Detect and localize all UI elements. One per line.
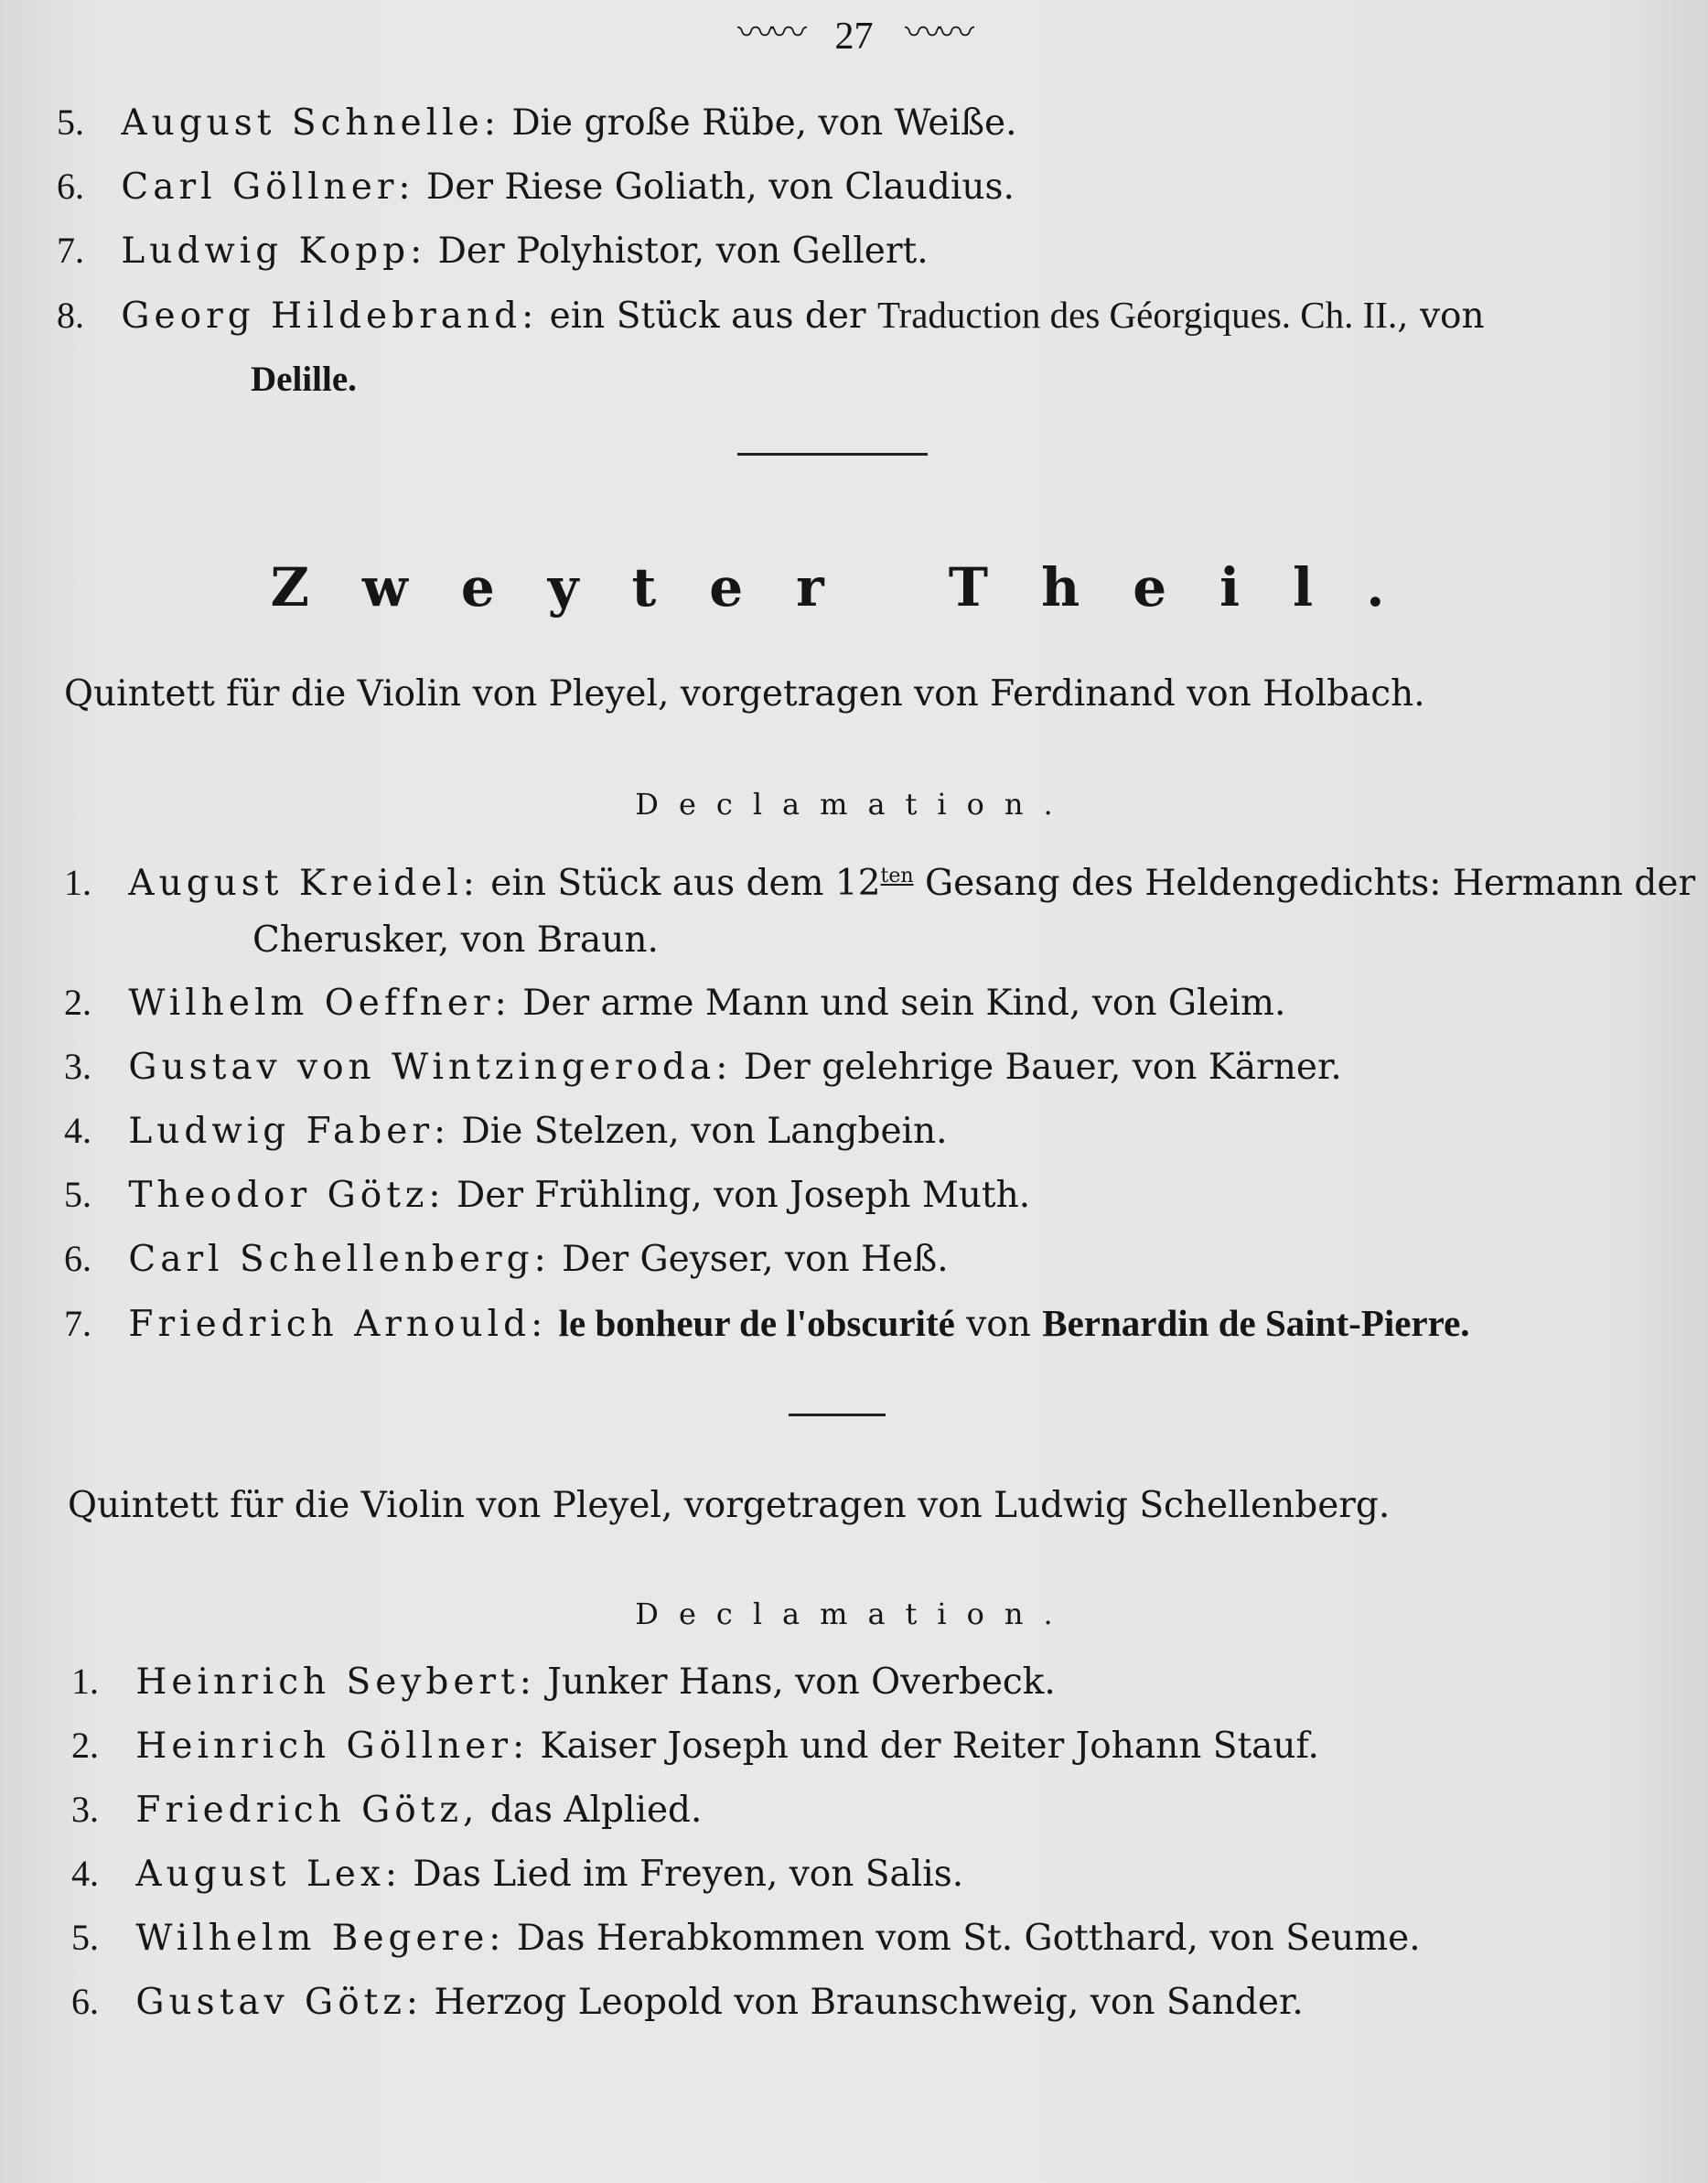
- list-item: 5. Theodor Götz: Der Frühling, von Joseph Muth.: [64, 1174, 1031, 1216]
- performer-name: Theodor Götz:: [128, 1175, 446, 1216]
- list-item: 7. Ludwig Kopp: Der Polyhistor, von Gellert.: [57, 230, 929, 272]
- list-item-continuation: Cherusker, von Braun.: [252, 919, 659, 961]
- list-item: 1. August Kreidel: ein Stück aus dem $12^{ten}$ Gesang des Heldengedichts: Hermann der: [64, 862, 1696, 904]
- section-divider: [789, 1414, 886, 1416]
- list-item: 7. Friedrich Arnould: le bonheur de l'obscurité von Bernardin de Saint-Pierre.: [64, 1302, 1470, 1345]
- list-item: 4. Ludwig Faber: Die Stelzen, von Langbein.: [64, 1110, 948, 1152]
- section-divider: [737, 453, 928, 456]
- list-item-continuation: Delille.: [251, 360, 357, 399]
- page-header: [0, 4, 1708, 59]
- performer-name: Heinrich Seybert:: [135, 1661, 536, 1703]
- performer-name: Carl Göllner:: [121, 167, 415, 208]
- performer-name: Gustav Götz:: [135, 1982, 424, 2023]
- piece-title: Das Lied im Freyen, von Salis.: [413, 1854, 964, 1895]
- piece-author-latin: Bernardin de Saint-Pierre.: [1042, 1302, 1470, 1344]
- piece-title-cont: Gesang des Heldengedichts: Hermann der: [924, 863, 1696, 904]
- piece-title: Der Frühling, von Joseph Muth.: [456, 1175, 1031, 1216]
- piece-title: Die Stelzen, von Langbein.: [461, 1111, 948, 1152]
- piece-title: das Alplied.: [489, 1790, 703, 1831]
- performer-name: Ludwig Kopp:: [121, 231, 427, 272]
- performer-name: Wilhelm Begere:: [135, 1918, 506, 1959]
- piece-title: Der gelehrige Bauer, von Kärner.: [743, 1047, 1342, 1088]
- performer-name: Wilhelm Oeffner:: [128, 983, 511, 1024]
- list-item: 2. Heinrich Göllner: Kaiser Joseph und der Reiter Johann Stauf.: [71, 1725, 1319, 1767]
- list-item: 8. Georg Hildebrand: ein Stück aus der Traduction des Géorgiques. Ch. II., von: [57, 294, 1485, 337]
- piece-title: Der Geyser, von Heß.: [562, 1239, 949, 1280]
- piece-title: ein Stück aus der: [549, 296, 866, 337]
- piece-title: Kaiser Joseph und der Reiter Johann Stauf.: [540, 1726, 1319, 1767]
- piece-title: Die große Rübe, von Weiße.: [511, 102, 1017, 144]
- declamation-heading: Declamation.: [635, 1597, 1073, 1631]
- declamation-heading: Declamation.: [635, 787, 1073, 822]
- performer-name: Friedrich Arnould:: [128, 1304, 548, 1345]
- piece-title-latin: Traduction des Géorgiques. Ch. II.: [876, 294, 1398, 336]
- performer-name: Heinrich Göllner:: [135, 1726, 530, 1767]
- list-item: 5. Wilhelm Begere: Das Herabkommen vom St. Gotthard, von Seume.: [71, 1917, 1421, 1959]
- piece-title: Der arme Mann und sein Kind, von Gleim.: [522, 983, 1286, 1024]
- performer-name: Gustav von Wintzingeroda:: [128, 1047, 733, 1088]
- list-item: 3. Friedrich Götz, das Alplied.: [71, 1789, 703, 1831]
- list-item: 5. August Schnelle: Die große Rübe, von Weiße.: [57, 102, 1017, 144]
- piece-title: Der Polyhistor, von Gellert.: [437, 231, 929, 272]
- list-item: 3. Gustav von Wintzingeroda: Der gelehrige Bauer, von Kärner.: [64, 1046, 1342, 1088]
- piece-title: ein Stück aus dem 12: [490, 863, 881, 904]
- performer-name: Georg Hildebrand:: [121, 296, 539, 337]
- piece-title: Herzog Leopold von Braunschweig, von Sander.: [434, 1982, 1304, 2023]
- piece-title-suffix: , von: [1397, 296, 1485, 337]
- ornament-left: 〰〰: [737, 12, 803, 53]
- performer-name: August Schnelle:: [121, 102, 500, 144]
- ornament-right: 〰〰: [905, 12, 971, 53]
- quintett-heading: Quintett für die Violin von Pleyel, vorgetragen von Ferdinand von Holbach.: [64, 673, 1425, 715]
- piece-title-von: von: [966, 1304, 1031, 1345]
- part-title: Zweyter Theil.: [270, 556, 1438, 618]
- list-item: 2. Wilhelm Oeffner: Der arme Mann und sein Kind, von Gleim.: [64, 982, 1286, 1024]
- list-item: 6. Gustav Götz: Herzog Leopold von Braunschweig, von Sander.: [71, 1981, 1304, 2023]
- list-item: 1. Heinrich Seybert: Junker Hans, von Overbeck.: [71, 1661, 1056, 1703]
- piece-title: Der Riese Goliath, von Claudius.: [425, 167, 1015, 208]
- performer-name: Ludwig Faber:: [128, 1111, 451, 1152]
- piece-title-latin: le bonheur de l'obscurité: [558, 1302, 955, 1344]
- superscript: ten: [880, 865, 914, 887]
- performer-name: Carl Schellenberg:: [128, 1239, 551, 1280]
- piece-title: Das Herabkommen vom St. Gotthard, von Seume.: [516, 1918, 1421, 1959]
- performer-name: Friedrich Götz,: [135, 1790, 479, 1831]
- list-item: 4. August Lex: Das Lied im Freyen, von Salis.: [71, 1853, 964, 1895]
- page-number: 27: [834, 16, 874, 58]
- performer-name: August Lex:: [135, 1854, 402, 1895]
- performer-name: August Kreidel:: [128, 863, 479, 904]
- list-item: 6. Carl Göllner: Der Riese Goliath, von Claudius.: [57, 166, 1015, 208]
- list-item: 6. Carl Schellenberg: Der Geyser, von Heß.: [64, 1238, 949, 1280]
- piece-title: Junker Hans, von Overbeck.: [547, 1661, 1056, 1703]
- quintett-heading: Quintett für die Violin von Pleyel, vorgetragen von Ludwig Schellenberg.: [68, 1485, 1391, 1526]
